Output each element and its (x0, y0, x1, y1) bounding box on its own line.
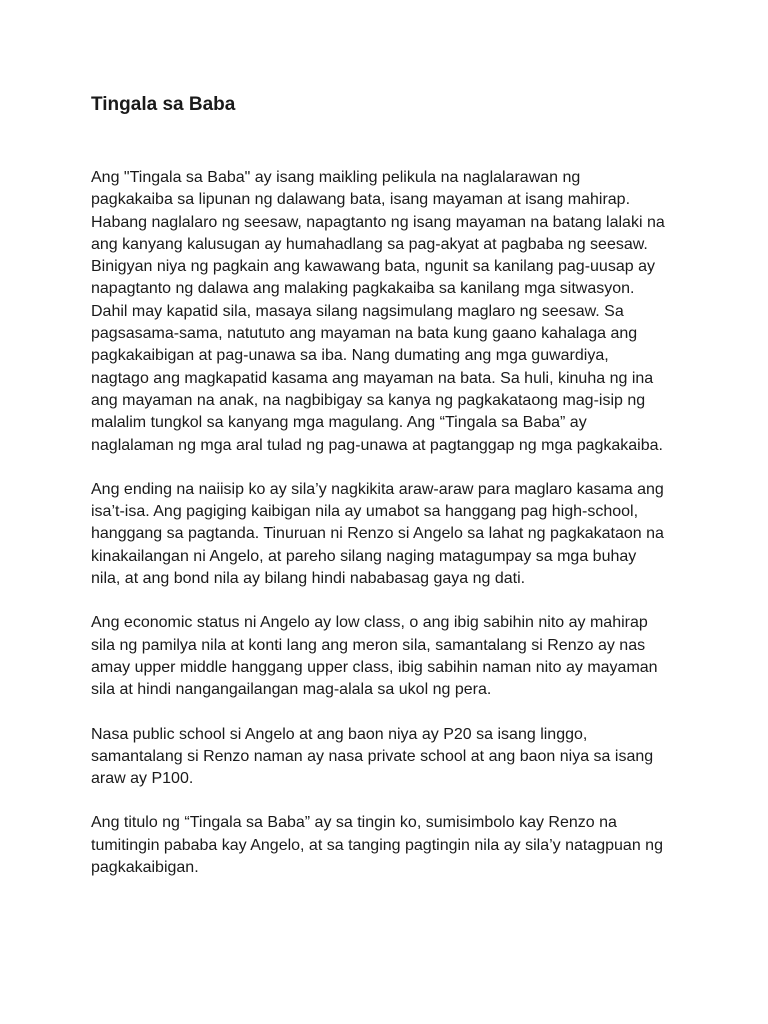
text-line: Ang ending na naiisip ko ay sila’y nagkikita araw-araw para maglaro kasama ang (91, 480, 664, 498)
text-line: Dahil may kapatid sila, masaya silang nagsimulang maglaro ng seesaw. Sa (91, 302, 624, 320)
text-line: nila, at ang bond nila ay bilang hindi nababasag gaya ng dati. (91, 570, 526, 588)
text-line: ang kanyang kalusugan ay humahadlang sa pag-akyat at pagbaba ng seesaw. (91, 235, 648, 253)
paragraph-school (91, 724, 691, 791)
text-line: araw ay P100. (91, 770, 194, 788)
paragraph-title-meaning (91, 812, 691, 879)
document-body (91, 167, 691, 901)
text-line: Ang titulo ng “Tingala sa Baba” ay sa tingin ko, sumisimbolo kay Renzo na (91, 814, 617, 832)
text-line: Binigyan niya ng pagkain ang kawawang bata, ngunit sa kanilang pag-uusap ay (91, 258, 655, 276)
text-line: pagkakaibigan at pag-unawa sa iba. Nang dumating ang mga guwardiya, (91, 347, 609, 365)
text-line: tumitingin pababa kay Angelo, at sa tanging pagtingin nila ay sila’y natagpuan ng (91, 836, 663, 854)
text-line: Habang naglalaro ng seesaw, napagtanto ng isang mayaman na batang lalaki na (91, 213, 665, 231)
text-line: Nasa public school si Angelo at ang baon niya ay P20 sa isang linggo, (91, 725, 588, 743)
paragraph-summary (91, 167, 691, 457)
text-line: amay upper middle hanggang upper class, ibig sabihin naman nito ay mayaman (91, 658, 658, 676)
text-line: Ang economic status ni Angelo ay low class, o ang ibig sabihin nito ay mahirap (91, 614, 648, 632)
document-title: Tingala sa Baba (91, 94, 236, 115)
text-line: sila at hindi nangangailangan mag-alala sa ukol ng pera. (91, 681, 492, 699)
text-line: sila ng pamilya nila at konti lang ang meron sila, samantalang si Renzo ay nas (91, 636, 646, 654)
text-line: kinakailangan ni Angelo, at pareho silang naging matagumpay sa mga buhay (91, 547, 637, 565)
text-line: isa’t-isa. Ang pagiging kaibigan nila ay umabot sa hanggang pag high-school, (91, 503, 639, 521)
text-line: Ang "Tingala sa Baba" ay isang maikling pelikula na naglalarawan ng (91, 169, 581, 186)
text-line: naglalaman ng mga aral tulad ng pag-unawa at pagtanggap ng mga pagkakaiba. (91, 436, 663, 454)
text-line: nagtago ang magkapatid kasama ang mayaman na bata. Sa huli, kinuha ng ina (91, 369, 654, 387)
text-line: ang mayaman na anak, na nagbibigay sa kanya ng pagkakataong mag-isip ng (91, 391, 646, 409)
text-line: hanggang sa pagtanda. Tinuruan ni Renzo si Angelo sa lahat ng pagkakataon na (91, 525, 664, 543)
text-line: pagsasama-sama, natututo ang mayaman na bata kung gaano kahalaga ang (91, 325, 638, 343)
text-line: samantalang si Renzo naman ay nasa private school at ang baon niya sa isang (91, 747, 654, 765)
text-line: pagkakaibigan. (91, 859, 199, 877)
paragraph-ending (91, 479, 691, 590)
text-line: pagkakaiba sa lipunan ng dalawang bata, isang mayaman at isang mahirap. (91, 191, 631, 209)
text-line: malalim tungkol sa kanyang mga magulang. Ang “Tingala sa Baba” ay (91, 414, 587, 432)
text-line: napagtanto ng dalawa ang malaking pagkakaiba sa kanilang mga sitwasyon. (91, 280, 635, 298)
paragraph-economic-status (91, 612, 691, 701)
